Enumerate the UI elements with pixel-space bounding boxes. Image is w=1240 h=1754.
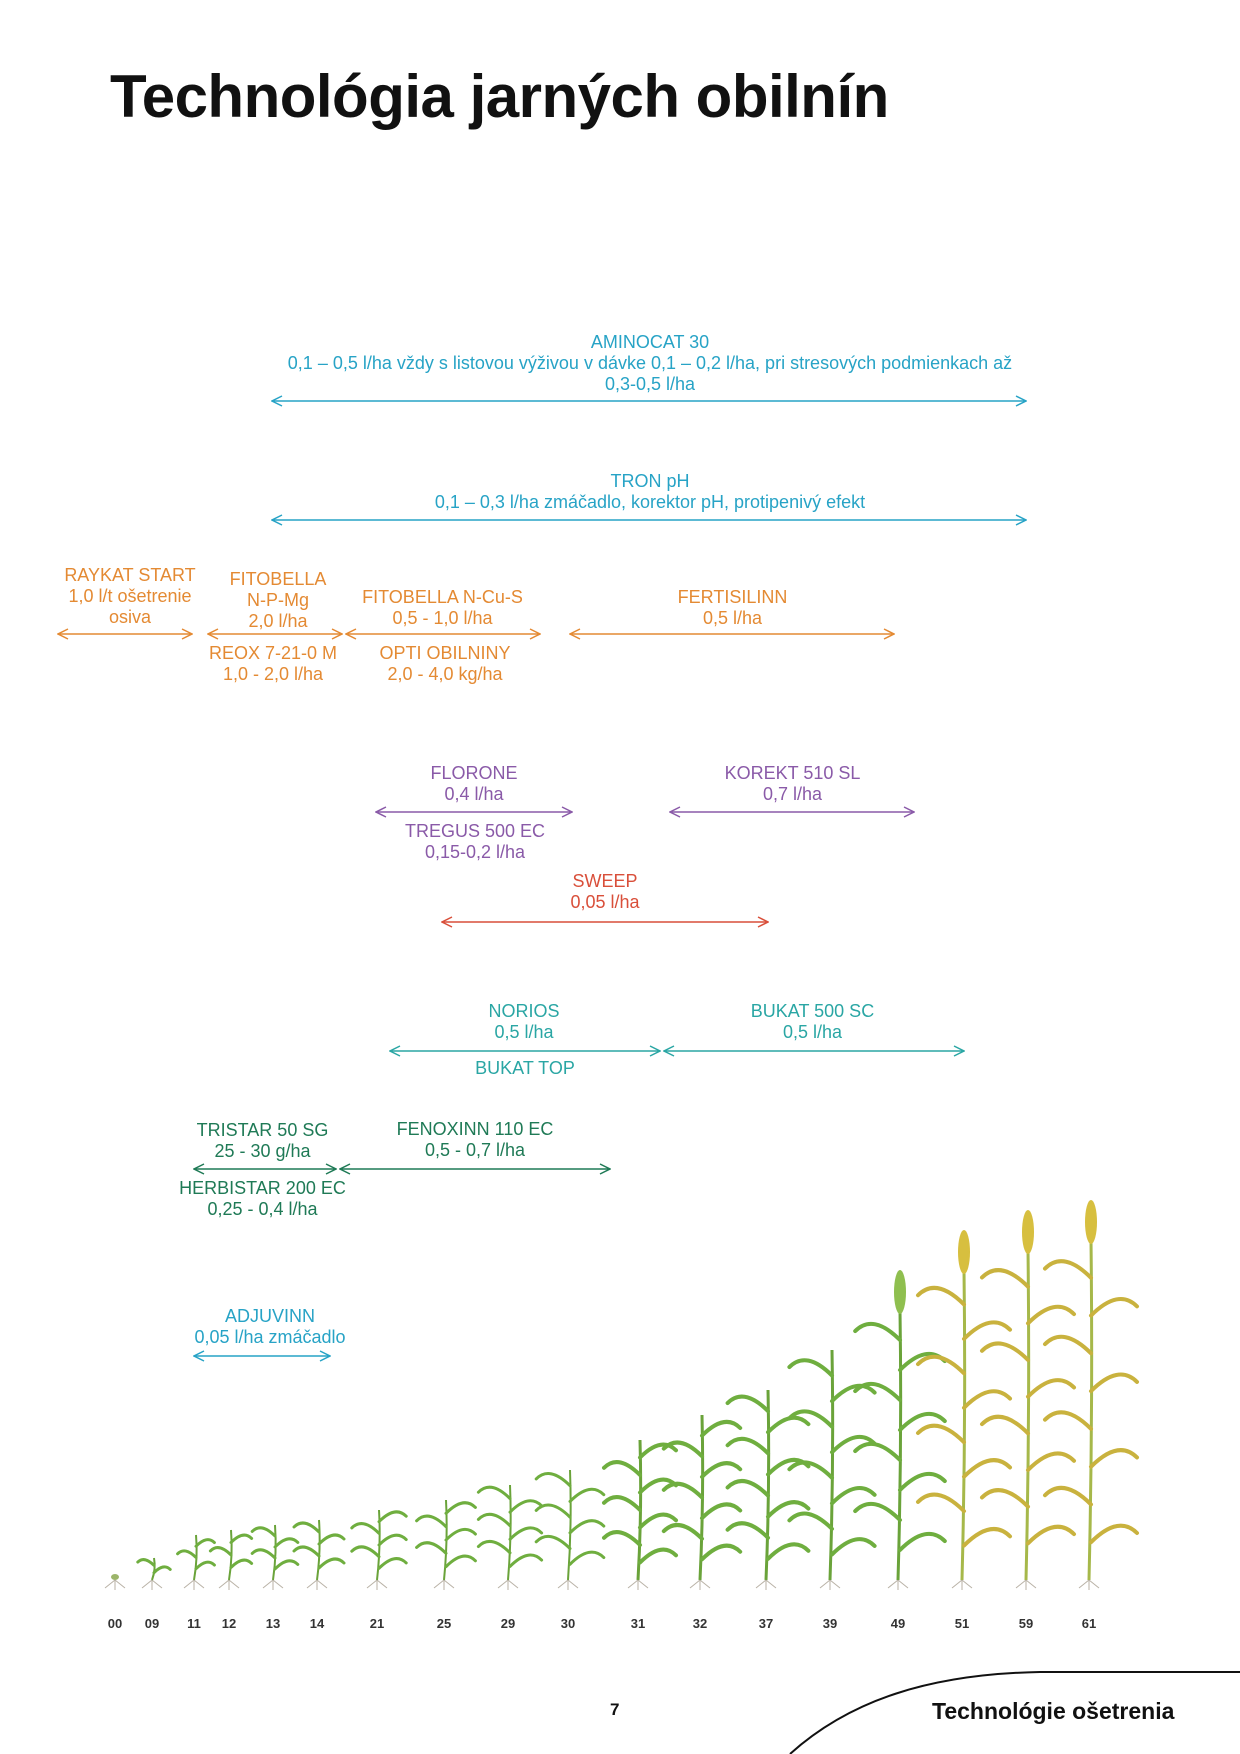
fitobella-npmg-dose: 2,0 l/ha <box>248 611 308 631</box>
section-title: Technológie ošetrenia <box>932 1698 1175 1724</box>
plant-stage-13 <box>252 1525 298 1590</box>
florone-name: FLORONE <box>430 763 518 783</box>
stage-label-51: 51 <box>954 1616 970 1631</box>
stage-label-21: 21 <box>369 1616 385 1631</box>
plant-stage-21 <box>352 1510 406 1590</box>
herbistar-dose: 0,25 - 0,4 l/ha <box>207 1199 318 1219</box>
herbistar-name: HERBISTAR 200 EC <box>179 1178 346 1198</box>
stage-label-37: 37 <box>758 1616 774 1631</box>
adjuvinn-dose: 0,05 l/ha zmáčadlo <box>194 1327 346 1347</box>
fitobella-ncus-dose: 0,5 - 1,0 l/ha <box>392 608 493 628</box>
opti-name: OPTI OBILNINY <box>379 643 511 663</box>
fenoxinn-dose: 0,5 - 0,7 l/ha <box>424 1140 526 1160</box>
fitobella-npmg-name-2: N-P-Mg <box>247 590 309 610</box>
plant-stage-59 <box>982 1210 1074 1590</box>
plant-stage-32 <box>664 1415 740 1590</box>
stage-label-09: 09 <box>144 1616 160 1631</box>
raykat-dose: 1,0 l/t ošetrenie <box>68 586 192 606</box>
stage-label-25: 25 <box>436 1616 452 1631</box>
tregus-name: TREGUS 500 EC <box>404 821 546 841</box>
plant-stage-09 <box>138 1558 170 1590</box>
bukat500-dose: 0,5 l/ha <box>782 1022 843 1042</box>
tristar-name: TRISTAR 50 SG <box>196 1120 329 1140</box>
raykat-dose-2: osiva <box>108 607 152 627</box>
stage-label-39: 39 <box>822 1616 838 1631</box>
stage-label-00: 00 <box>107 1616 123 1631</box>
fitobella-ncus-name: FITOBELLA N-Cu-S <box>362 587 523 607</box>
stage-label-30: 30 <box>560 1616 576 1631</box>
stage-label-14: 14 <box>309 1616 325 1631</box>
aminocat-name: AMINOCAT 30 <box>590 332 710 352</box>
tron-dose: 0,1 – 0,3 l/ha zmáčadlo, korektor pH, protipenivý efekt <box>434 492 866 512</box>
plant-stage-11 <box>178 1535 215 1590</box>
plant-stage-37 <box>728 1390 809 1590</box>
stage-label-29: 29 <box>500 1616 516 1631</box>
raykat-name: RAYKAT START <box>64 565 196 585</box>
sweep-name: SWEEP <box>572 871 638 891</box>
plant-stage-12 <box>210 1530 251 1590</box>
plant-stage-00 <box>105 1574 125 1590</box>
adjuvinn-name: ADJUVINN <box>224 1306 315 1326</box>
norios-dose: 0,5 l/ha <box>494 1022 554 1042</box>
tristar-dose: 25 - 30 g/ha <box>214 1141 311 1161</box>
norios-name: NORIOS <box>488 1001 560 1021</box>
tregus-dose: 0,15-0,2 l/ha <box>424 842 526 862</box>
florone-dose: 0,4 l/ha <box>444 784 504 804</box>
stage-label-59: 59 <box>1018 1616 1034 1631</box>
plant-stage-25 <box>417 1500 476 1590</box>
plant-stage-29 <box>478 1485 541 1590</box>
stage-label-13: 13 <box>265 1616 281 1631</box>
bukat500-name: BUKAT 500 SC <box>750 1001 875 1021</box>
stage-label-12: 12 <box>221 1616 237 1631</box>
stage-label-49: 49 <box>890 1616 906 1631</box>
opti-dose: 2,0 - 4,0 kg/ha <box>387 664 503 684</box>
fenoxinn-name: FENOXINN 110 EC <box>396 1119 554 1139</box>
stage-label-11: 11 <box>187 1616 201 1631</box>
plant-stage-14 <box>294 1520 344 1590</box>
plant-stage-61 <box>1045 1200 1137 1590</box>
plant-stage-31 <box>604 1440 676 1590</box>
korekt-dose: 0,7 l/ha <box>762 784 823 804</box>
tron-name: TRON pH <box>610 471 690 491</box>
aminocat-dose: 0,1 – 0,5 l/ha vždy s listovou výživou v dávke 0,1 – 0,2 l/ha, pri stresových podmienkach až <box>287 353 1013 373</box>
page-title: Technológia jarných obilnín <box>110 63 889 130</box>
fertisilinn-name: FERTISILINN <box>677 587 788 607</box>
fertisilinn-dose: 0,5 l/ha <box>702 608 763 628</box>
stage-label-61: 61 <box>1081 1616 1097 1631</box>
plant-stage-30 <box>536 1470 604 1590</box>
stage-label-32: 32 <box>692 1616 708 1631</box>
sweep-dose: 0,05 l/ha <box>570 892 640 912</box>
reox-dose: 1,0 - 2,0 l/ha <box>222 664 324 684</box>
reox-name: REOX 7-21-0 M <box>208 643 338 663</box>
bukattop-name: BUKAT TOP <box>475 1058 575 1078</box>
aminocat-dose-2: 0,3-0,5 l/ha <box>604 374 696 394</box>
korekt-name: KOREKT 510 SL <box>724 763 861 783</box>
stage-label-31: 31 <box>630 1616 646 1631</box>
page-number: 7 <box>610 1700 620 1719</box>
fitobella-npmg-name: FITOBELLA <box>229 569 327 589</box>
growth-stage-illustration <box>0 1150 1240 1650</box>
